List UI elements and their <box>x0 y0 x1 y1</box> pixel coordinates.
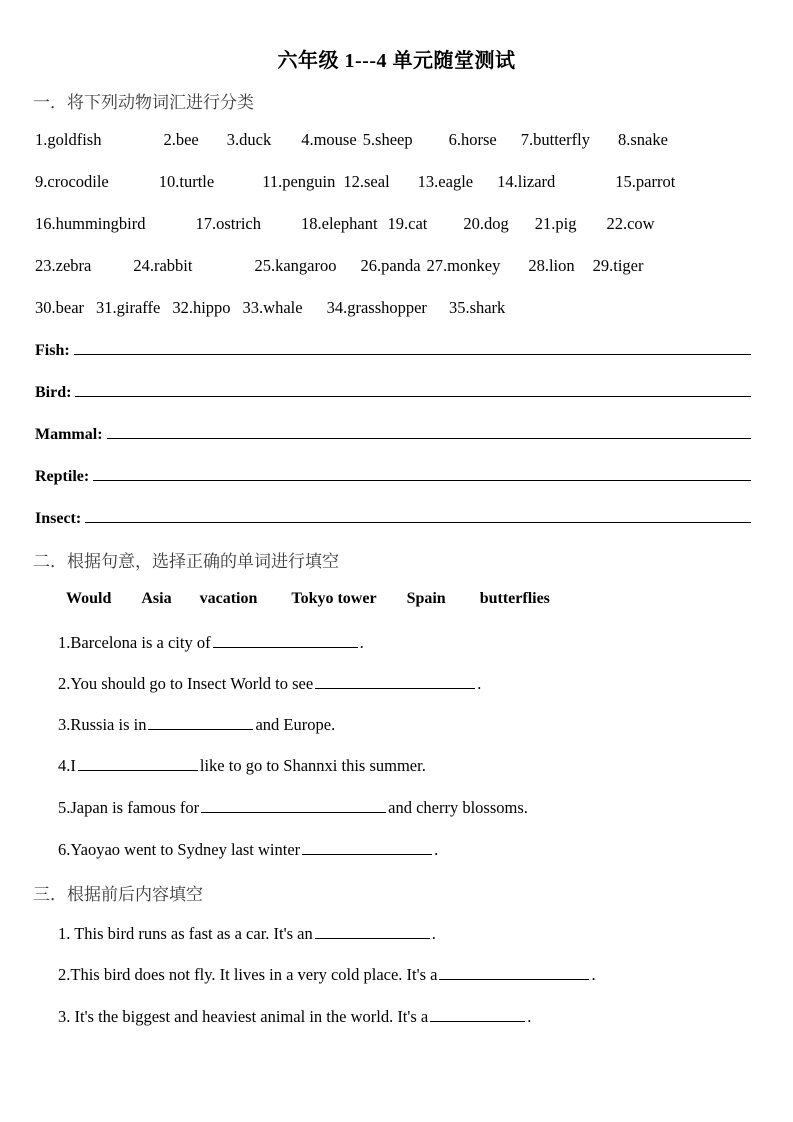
page-title: 六年级 1---4 单元随堂测试 <box>277 50 516 72</box>
answer-blank[interactable] <box>148 714 253 730</box>
answer-rule[interactable] <box>85 508 751 523</box>
animal-word: 12.seal <box>343 172 390 191</box>
animal-word: 30.bear <box>35 298 85 317</box>
animal-word: 28.lion <box>528 256 575 275</box>
animal-word: 6.horse <box>448 130 497 149</box>
animal-word: 1.goldfish <box>35 130 102 149</box>
animal-word: 10.turtle <box>158 172 215 191</box>
animal-word: 21.pig <box>534 214 577 233</box>
answer-blank[interactable] <box>439 964 589 980</box>
animal-word: 15.parrot <box>615 172 676 191</box>
animal-word: 4.mouse <box>301 130 357 149</box>
fill-blank-question <box>58 797 528 818</box>
animal-word: 16.hummingbird <box>35 214 146 233</box>
category-answer-reptile[interactable] <box>35 466 751 486</box>
fill-blank-question <box>58 964 596 985</box>
category-answer-fish[interactable] <box>35 340 751 360</box>
fill-blank-question <box>58 839 438 860</box>
question-text-after: . <box>591 965 596 984</box>
animal-word: 20.dog <box>463 214 509 233</box>
answer-blank[interactable] <box>78 755 198 771</box>
answer-rule[interactable] <box>93 466 751 481</box>
answer-blank[interactable] <box>201 797 386 813</box>
animal-word-row <box>35 130 761 150</box>
question-text-after: and Europe. <box>255 715 336 734</box>
word-bank <box>66 590 550 608</box>
animal-word: 24.rabbit <box>133 256 193 275</box>
animal-word: 27.monkey <box>426 256 501 275</box>
animal-word-row <box>35 256 761 276</box>
fill-blank-question <box>58 673 481 694</box>
category-answer-bird[interactable] <box>35 382 751 402</box>
category-label: Mammal: <box>35 426 103 443</box>
animal-word: 32.hippo <box>172 298 231 317</box>
animal-word: 18.elephant <box>301 214 378 233</box>
question-text-before: 2.You should go to Insect World to see <box>58 674 314 693</box>
word-bank-item: Would <box>66 590 112 607</box>
question-text-before: 6.Yaoyao went to Sydney last winter <box>58 840 301 859</box>
category-label: Bird: <box>35 384 72 401</box>
answer-rule[interactable] <box>75 382 751 397</box>
question-text-after: . <box>477 674 482 693</box>
category-answer-mammal[interactable] <box>35 424 751 444</box>
animal-word: 8.snake <box>617 130 668 149</box>
section-two-heading: 二．根据句意，选择正确的单词进行填空 <box>33 552 339 571</box>
question-text-before: 1.Barcelona is a city of <box>58 633 211 652</box>
animal-word: 33.whale <box>242 298 303 317</box>
animal-word: 2.bee <box>163 130 199 149</box>
answer-blank[interactable] <box>315 923 430 939</box>
question-text-before: 5.Japan is famous for <box>58 798 200 817</box>
word-bank-item: Asia <box>141 590 172 607</box>
question-text-before: 4.I <box>58 756 76 775</box>
category-label: Insect: <box>35 510 82 527</box>
fill-blank-question <box>58 1006 531 1027</box>
question-text-before: 3.Russia is in <box>58 715 147 734</box>
answer-blank[interactable] <box>213 632 358 648</box>
animal-word-row <box>35 214 761 234</box>
question-text-after: . <box>431 924 436 943</box>
question-text-after: . <box>527 1007 532 1026</box>
animal-word: 17.ostrich <box>195 214 262 233</box>
answer-rule[interactable] <box>107 424 751 439</box>
animal-word: 22.cow <box>606 214 655 233</box>
category-answer-insect[interactable] <box>35 508 751 528</box>
answer-blank[interactable] <box>315 673 475 689</box>
category-label: Fish: <box>35 342 70 359</box>
answer-blank[interactable] <box>430 1006 525 1022</box>
animal-word: 26.panda <box>360 256 421 275</box>
answer-rule[interactable] <box>74 340 751 355</box>
word-bank-item: vacation <box>199 590 258 607</box>
question-text-before: 1. This bird runs as fast as a car. It's an <box>58 924 313 943</box>
question-text-before: 2.This bird does not fly. It lives in a very cold place. It's a <box>58 965 438 984</box>
animal-word: 31.giraffe <box>96 298 161 317</box>
animal-word: 34.grasshopper <box>326 298 427 317</box>
fill-blank-question <box>58 714 335 735</box>
word-bank-item: butterflies <box>479 590 550 607</box>
answer-blank[interactable] <box>302 839 432 855</box>
animal-word: 3.duck <box>226 130 272 149</box>
question-text-after: . <box>434 840 439 859</box>
animal-word: 35.shark <box>448 298 506 317</box>
question-text-before: 3. It's the biggest and heaviest animal in the world. It's a <box>58 1007 429 1026</box>
word-bank-item: Spain <box>406 590 446 607</box>
animal-word: 11.penguin <box>262 172 336 191</box>
animal-word-row <box>35 298 761 318</box>
fill-blank-question <box>58 632 364 653</box>
question-text-after: and cherry blossoms. <box>388 798 528 817</box>
animal-word: 14.lizard <box>497 172 556 191</box>
animal-word: 5.sheep <box>362 130 413 149</box>
animal-word: 19.cat <box>387 214 428 233</box>
animal-word-row <box>35 172 761 192</box>
animal-word: 29.tiger <box>592 256 644 275</box>
fill-blank-question <box>58 923 436 944</box>
category-label: Reptile: <box>35 468 90 485</box>
question-text-after: like to go to Shannxi this summer. <box>199 756 426 775</box>
section-three-heading: 三．根据前后内容填空 <box>33 885 203 904</box>
word-bank-item: Tokyo tower <box>291 590 377 607</box>
question-text-after: . <box>359 633 364 652</box>
animal-word: 7.butterfly <box>520 130 590 149</box>
animal-word: 9.crocodile <box>35 172 109 191</box>
animal-word: 25.kangaroo <box>254 256 337 275</box>
section-one-heading: 一．将下列动物词汇进行分类 <box>33 93 254 112</box>
fill-blank-question <box>58 755 426 776</box>
animal-word: 23.zebra <box>35 256 92 275</box>
animal-word: 13.eagle <box>417 172 474 191</box>
